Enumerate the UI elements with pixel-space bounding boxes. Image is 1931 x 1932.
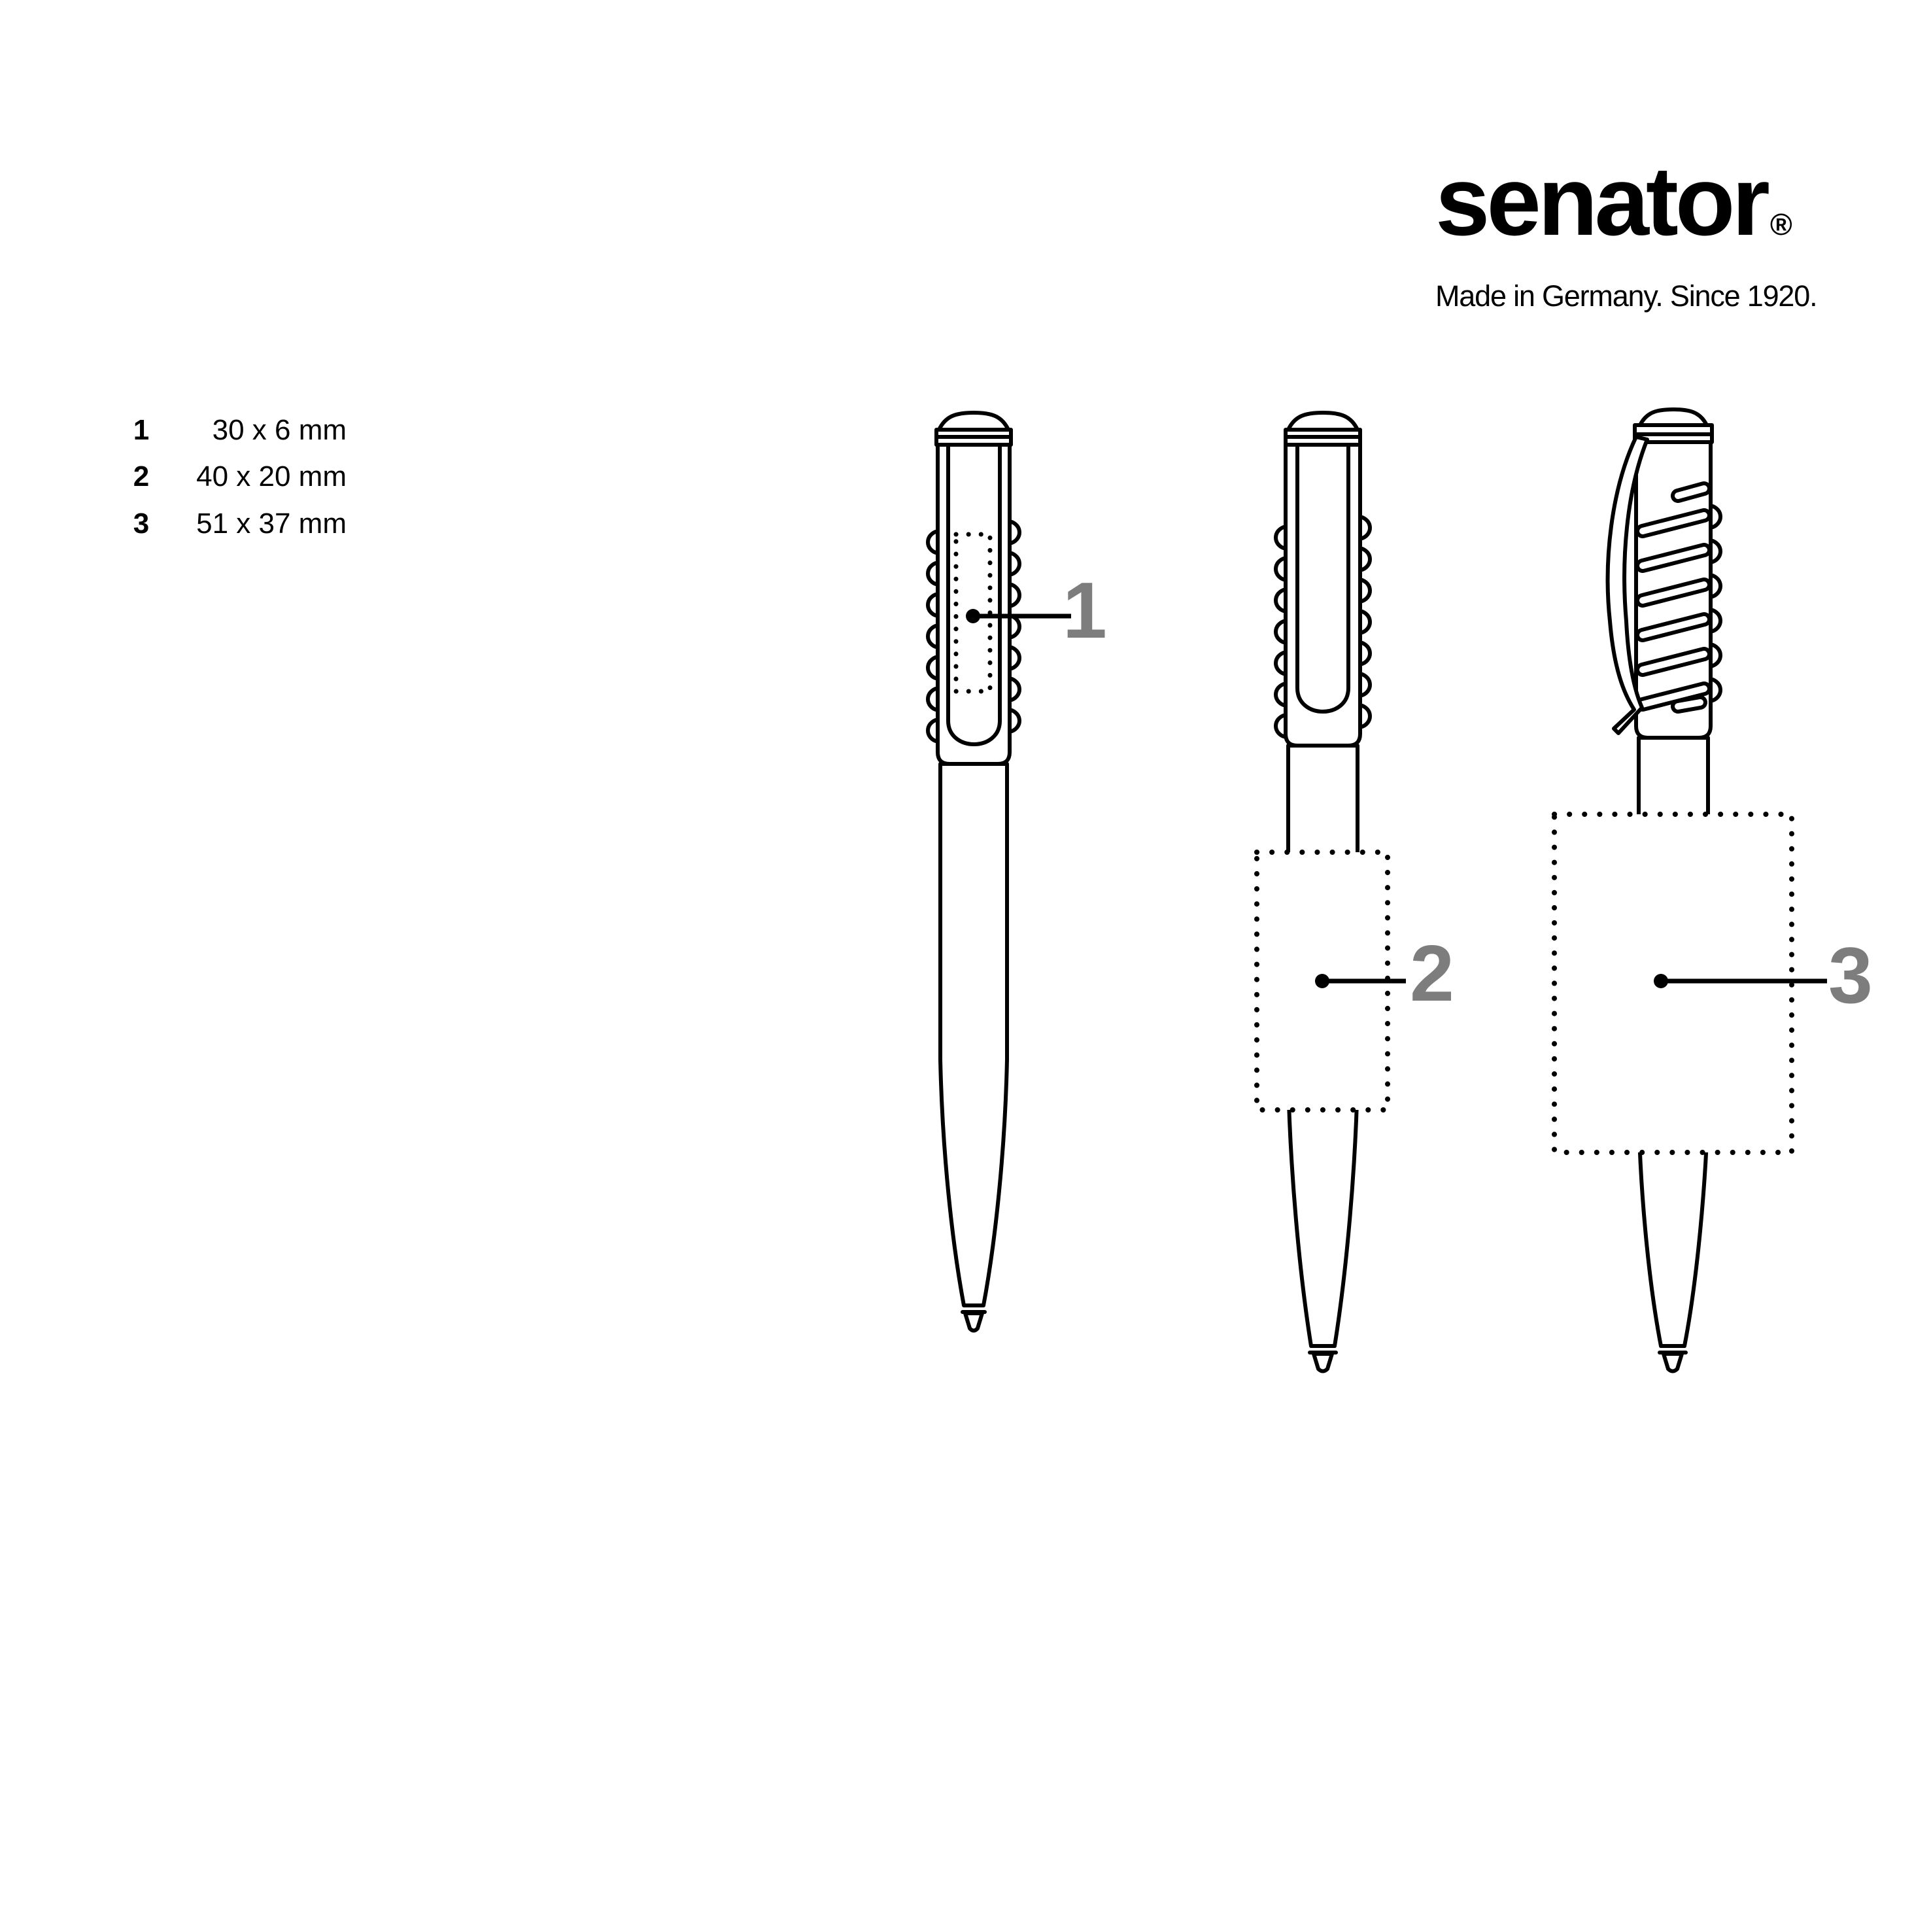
- legend-size-2: 40 x 20 mm: [196, 460, 347, 492]
- brand-name-text: senator: [1435, 146, 1767, 256]
- callout-label-1: 1: [1063, 566, 1107, 655]
- legend-ref-2: 2: [133, 460, 150, 492]
- callout-dot-2: [1315, 974, 1329, 988]
- callout-dot-1: [966, 609, 980, 623]
- callout-dot-3: [1654, 974, 1668, 988]
- brand-tagline: Made in Germany. Since 1920.: [1435, 279, 1817, 313]
- callout-label-3: 3: [1828, 931, 1873, 1020]
- legend-ref-1: 1: [133, 414, 150, 446]
- legend-ref-3: 3: [133, 508, 150, 540]
- legend-size-1: 30 x 6 mm: [212, 414, 347, 446]
- callout-label-2: 2: [1410, 929, 1454, 1018]
- legend-size-3: 51 x 37 mm: [196, 508, 347, 540]
- registered-trademark-icon: ®: [1769, 207, 1792, 241]
